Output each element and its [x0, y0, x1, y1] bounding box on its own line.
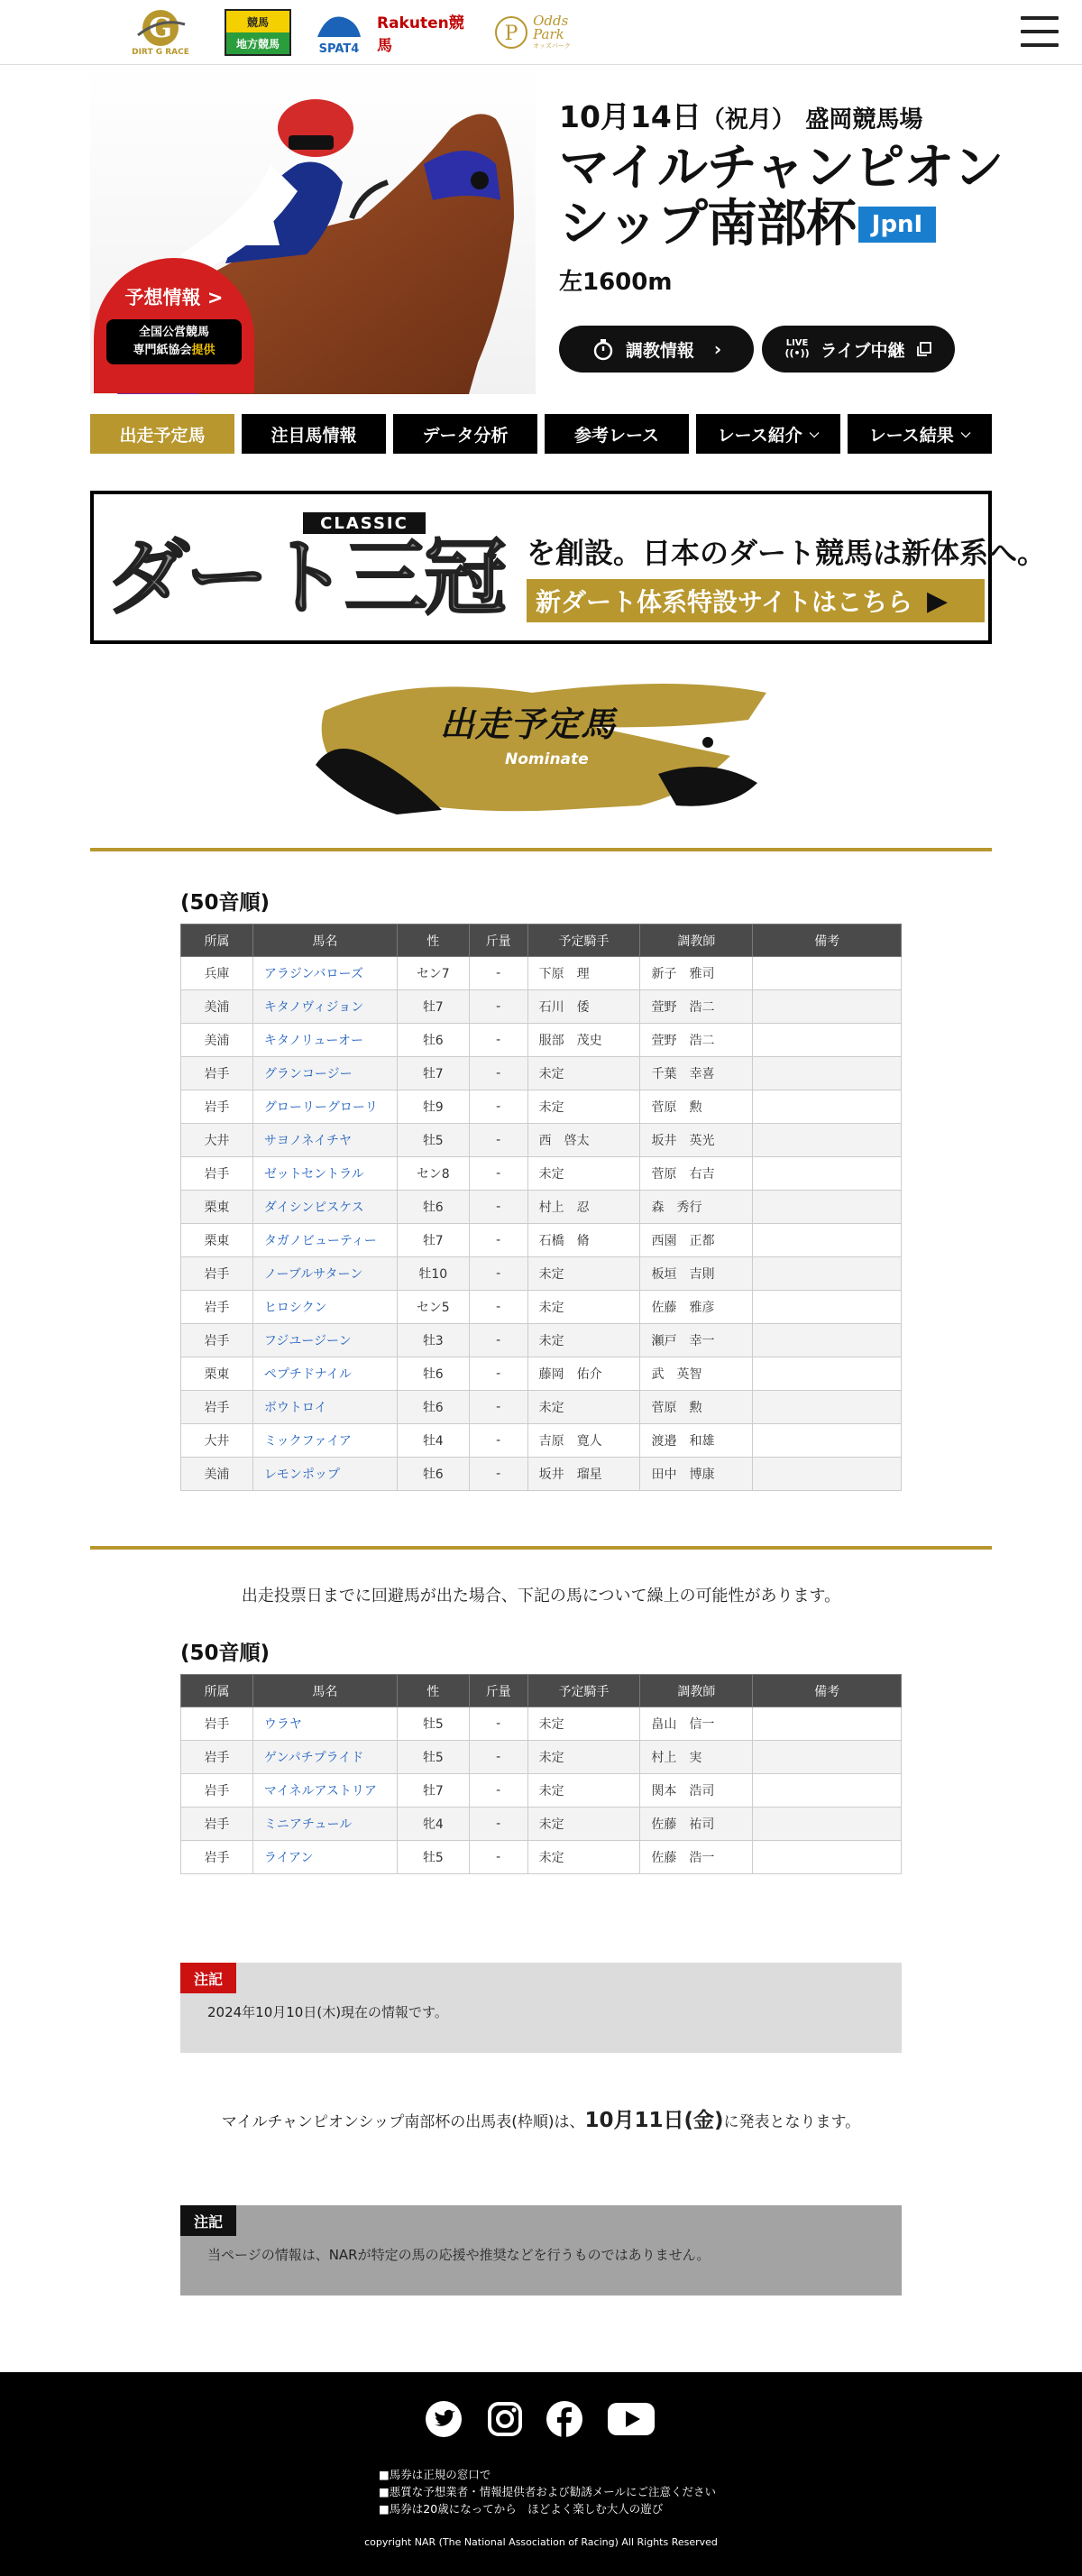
logo-caption: SPAT4 [318, 41, 360, 56]
cell-sex-age: 牡6 [397, 1191, 469, 1224]
backup-entries-table [180, 1674, 902, 1874]
cell-affiliation: 美浦 [181, 1458, 253, 1491]
spat4-logo[interactable] [312, 5, 366, 60]
cell-sex-age: 牡7 [397, 1774, 469, 1808]
cell-remarks [753, 1124, 902, 1157]
dirt-g-race-emblem-icon [129, 8, 192, 48]
twitter-icon[interactable] [426, 2401, 462, 2437]
hero-horse-image [90, 65, 536, 394]
chevron-right-icon: › [713, 338, 722, 360]
cell-weight: - [469, 1808, 527, 1841]
race-title-line2: シップ南部杯 [559, 195, 856, 253]
table-row [181, 1391, 902, 1424]
grade-badge: JpnⅠ [858, 207, 936, 243]
tab-race-results[interactable] [848, 414, 992, 454]
logo-line: Odds [533, 13, 569, 29]
cell-weight: - [469, 1224, 527, 1257]
cell-trainer: 佐藤 祐司 [640, 1808, 753, 1841]
forecast-info-sub2: 専門紙協会 [133, 344, 192, 357]
cell-weight: - [469, 1741, 527, 1774]
cell-weight: - [469, 1324, 527, 1357]
forecast-info-sub1: 全国公営競馬 [138, 326, 209, 339]
table-row [181, 1324, 902, 1357]
cell-horse-name[interactable]: ウラヤ [252, 1707, 397, 1741]
cell-weight: - [469, 1357, 527, 1391]
facebook-icon[interactable] [546, 2401, 582, 2437]
cell-affiliation: 岩手 [181, 1090, 253, 1124]
cell-horse-name[interactable]: キタノリューオー [252, 1024, 397, 1057]
cell-affiliation: 岩手 [181, 1391, 253, 1424]
table-row [181, 1357, 902, 1391]
cell-horse-name[interactable]: マイネルアストリア [252, 1774, 397, 1808]
backup-caption: (50音順) [180, 1642, 270, 1665]
table-row [181, 1224, 902, 1257]
cell-affiliation: 栗東 [181, 1224, 253, 1257]
race-venue: 盛岡競馬場 [805, 106, 923, 133]
play-arrow-icon: ▶ [927, 584, 949, 617]
cell-affiliation: 栗東 [181, 1191, 253, 1224]
col-remarks: 備考 [753, 925, 902, 957]
cell-horse-name[interactable]: タガノビューティー [252, 1224, 397, 1257]
cell-sex-age: 牡6 [397, 1357, 469, 1391]
site-footer [0, 2372, 1082, 2576]
cell-weight: - [469, 957, 527, 990]
cell-sex-age: セン5 [397, 1291, 469, 1324]
cell-horse-name[interactable]: ノーブルサターン [252, 1257, 397, 1291]
cell-trainer: 菅原 右吉 [640, 1157, 753, 1191]
table-header-row [181, 1675, 902, 1707]
cell-trainer: 田中 博康 [640, 1458, 753, 1491]
tab-featured-horses[interactable] [242, 414, 386, 454]
banner-cta-label: 新ダート体系特設サイトはこちら [536, 587, 913, 617]
table-row [181, 1124, 902, 1157]
live-tag: LIVE [785, 338, 809, 348]
footer-notes [379, 2466, 716, 2517]
table-row [181, 1841, 902, 1874]
col-weight: 斤量 [469, 1675, 527, 1707]
col-trainer: 調教師 [640, 1675, 753, 1707]
cell-weight: - [469, 1024, 527, 1057]
cell-horse-name[interactable]: グローリーグローリ [252, 1090, 397, 1124]
cell-weight: - [469, 1090, 527, 1124]
cell-remarks [753, 1741, 902, 1774]
race-title [559, 141, 1003, 253]
rakuten-keiba-logo[interactable] [377, 5, 476, 60]
col-horse-name: 馬名 [252, 1675, 397, 1707]
cell-sex-age: 牝4 [397, 1808, 469, 1841]
external-link-icon [916, 341, 932, 357]
col-affiliation: 所属 [181, 1675, 253, 1707]
cell-horse-name[interactable]: ダイシンピスケス [252, 1191, 397, 1224]
cell-jockey: 石川 倭 [527, 990, 640, 1024]
cell-sex-age: 牡5 [397, 1124, 469, 1157]
cell-jockey: 未定 [527, 1257, 640, 1291]
cell-horse-name[interactable]: グランコージー [252, 1057, 397, 1090]
cell-trainer: 瀬戸 幸一 [640, 1324, 753, 1357]
cell-sex-age: 牡5 [397, 1841, 469, 1874]
cell-jockey: 未定 [527, 1090, 640, 1124]
cell-weight: - [469, 1391, 527, 1424]
backup-note: 出走投票日までに回避馬が出た場合、下記の馬について繰上の可能性があります。 [241, 1587, 841, 1605]
cell-weight: - [469, 990, 527, 1024]
table-header-row [181, 925, 902, 957]
notice-info-date [180, 1963, 902, 2053]
cell-trainer: 菅原 勲 [640, 1090, 753, 1124]
cell-jockey: 未定 [527, 1391, 640, 1424]
forecast-info-title: 予想情報 > [124, 287, 224, 308]
cell-horse-name[interactable]: アラジンバローズ [252, 957, 397, 990]
cell-horse-name[interactable]: ヒロシクン [252, 1291, 397, 1324]
table-row [181, 1424, 902, 1458]
tab-label: 注目馬情報 [270, 425, 357, 446]
banner-main-title: ダート三冠 [106, 529, 504, 626]
cell-horse-name[interactable]: ペプチドナイル [252, 1357, 397, 1391]
logo-line: 競馬 [226, 11, 289, 32]
cell-weight: - [469, 1191, 527, 1224]
hamburger-menu-button[interactable] [1021, 16, 1059, 47]
cell-trainer: 菅原 勲 [640, 1391, 753, 1424]
cell-affiliation: 岩手 [181, 1291, 253, 1324]
col-affiliation: 所属 [181, 925, 253, 957]
footer-note: ■馬券は20歳になってから ほどよく楽しむ大人の遊び [379, 2502, 664, 2516]
publish-note-post: に発表となります。 [723, 2113, 861, 2131]
odds-park-logo[interactable] [487, 5, 577, 60]
odds-park-p-icon [493, 14, 529, 51]
forecast-info-provided: 提供 [191, 344, 215, 357]
notice-tag: 注記 [180, 1963, 236, 1993]
cell-jockey: 村上 忍 [527, 1191, 640, 1224]
cell-weight: - [469, 1057, 527, 1090]
cell-sex-age: 牡6 [397, 1391, 469, 1424]
spat4-wave-icon [314, 10, 364, 42]
table-row [181, 1257, 902, 1291]
live-stream-label: ライブ中継 [820, 340, 905, 361]
notice-disclaimer [180, 2205, 902, 2295]
cell-weight: - [469, 1458, 527, 1491]
cell-sex-age: 牡7 [397, 1224, 469, 1257]
cell-sex-age: 牡9 [397, 1090, 469, 1124]
logo-caption: DIRT G RACE [132, 48, 189, 57]
cell-sex-age: 牡7 [397, 1057, 469, 1090]
section-title: 出走予定馬 [440, 704, 617, 744]
footer-note: ■馬券は正規の窓口で [379, 2468, 491, 2481]
cell-affiliation: 美浦 [181, 1024, 253, 1057]
cell-jockey: 下原 理 [527, 957, 640, 990]
col-trainer: 調教師 [640, 925, 753, 957]
copyright: copyright NAR (The National Association of Racing) All Rights Reserved [364, 2536, 718, 2548]
table-row [181, 990, 902, 1024]
logo-line: 地方競馬 [226, 32, 289, 54]
table-row [181, 1057, 902, 1090]
logo-line: Park [533, 26, 564, 42]
banner-cta [527, 579, 985, 622]
cell-trainer: 佐藤 浩一 [640, 1841, 753, 1874]
cell-affiliation: 栗東 [181, 1357, 253, 1391]
col-remarks: 備考 [753, 1675, 902, 1707]
cell-jockey: 吉原 寛人 [527, 1424, 640, 1458]
cell-jockey: 坂井 瑠星 [527, 1458, 640, 1491]
training-info-label: 調教情報 [625, 340, 694, 361]
cell-remarks [753, 1257, 902, 1291]
col-sex-age: 性 [397, 1675, 469, 1707]
cell-remarks [753, 957, 902, 990]
cell-jockey: 未定 [527, 1324, 640, 1357]
footer-note: ■悪質な予想業者・情報提供者および勧誘メールにご注意ください [379, 2485, 717, 2498]
cell-trainer: 新子 雅司 [640, 957, 753, 990]
cell-horse-name[interactable]: レモンポップ [252, 1458, 397, 1491]
youtube-icon[interactable] [608, 2403, 655, 2435]
table-row [181, 1741, 902, 1774]
table-row [181, 1458, 902, 1491]
cell-trainer: 関本 浩司 [640, 1774, 753, 1808]
cell-weight: - [469, 1841, 527, 1874]
cell-trainer: 武 英智 [640, 1357, 753, 1391]
publish-note-date: 10月11日(金) [584, 2109, 724, 2132]
cell-jockey: 西 啓太 [527, 1124, 640, 1157]
entries-table [180, 924, 902, 1491]
cell-affiliation: 岩手 [181, 1808, 253, 1841]
section-divider [90, 848, 992, 851]
cell-trainer: 萱野 浩二 [640, 990, 753, 1024]
cell-trainer: 佐藤 雅彦 [640, 1291, 753, 1324]
cell-sex-age: 牡3 [397, 1324, 469, 1357]
cell-horse-name[interactable]: ミックファイア [252, 1424, 397, 1458]
site-header [0, 0, 1082, 65]
cell-sex-age: 牡4 [397, 1424, 469, 1458]
cell-jockey: 未定 [527, 1774, 640, 1808]
cell-remarks [753, 1774, 902, 1808]
cell-horse-name[interactable]: ミニアチュール [252, 1808, 397, 1841]
race-day: （祝月） [701, 106, 795, 133]
tab-data-analysis[interactable] [393, 414, 537, 454]
cell-jockey: 未定 [527, 1741, 640, 1774]
cell-sex-age: セン7 [397, 957, 469, 990]
cell-horse-name[interactable]: フジユージーン [252, 1324, 397, 1357]
cell-remarks [753, 990, 902, 1024]
cell-remarks [753, 1357, 902, 1391]
section-subtitle: Nominate [505, 750, 589, 768]
chevron-down-icon: ⌵ [809, 427, 820, 441]
cell-sex-age: 牡5 [397, 1707, 469, 1741]
cell-trainer: 森 秀行 [640, 1191, 753, 1224]
race-date-value: 10月14日 [559, 99, 701, 134]
cell-remarks [753, 1057, 902, 1090]
cell-horse-name[interactable]: ライアン [252, 1841, 397, 1874]
chevron-down-icon: ⌵ [960, 427, 971, 441]
cell-trainer: 西園 正都 [640, 1224, 753, 1257]
cell-affiliation: 岩手 [181, 1157, 253, 1191]
cell-affiliation: 岩手 [181, 1707, 253, 1741]
tab-race-intro[interactable] [696, 414, 840, 454]
col-sex-age: 性 [397, 925, 469, 957]
cell-affiliation: 岩手 [181, 1257, 253, 1291]
cell-sex-age: 牡7 [397, 990, 469, 1024]
publish-note [0, 2103, 1082, 2133]
cell-affiliation: 岩手 [181, 1774, 253, 1808]
training-info-button[interactable] [559, 326, 754, 373]
publish-note-pre: マイルチャンピオンシップ南部杯の出馬表(枠順)は、 [221, 2113, 585, 2131]
cell-affiliation: 岩手 [181, 1324, 253, 1357]
cell-remarks [753, 1324, 902, 1357]
logo-sub: オッズパーク [533, 42, 571, 50]
table-row [181, 1774, 902, 1808]
cell-trainer: 千葉 幸喜 [640, 1057, 753, 1090]
cell-affiliation: 美浦 [181, 990, 253, 1024]
table-row [181, 1808, 902, 1841]
cell-weight: - [469, 1157, 527, 1191]
svg-text:P: P [504, 23, 518, 45]
race-distance: 左1600m [559, 269, 673, 296]
cell-remarks [753, 1090, 902, 1124]
cell-jockey: 藤岡 佑介 [527, 1357, 640, 1391]
tab-label: データ分析 [422, 425, 509, 446]
cell-jockey: 服部 茂史 [527, 1024, 640, 1057]
cell-remarks [753, 1291, 902, 1324]
cell-remarks [753, 1841, 902, 1874]
cell-weight: - [469, 1774, 527, 1808]
entries-caption: (50音順) [180, 891, 270, 915]
tab-label: 参考レース [573, 425, 660, 446]
live-stream-button[interactable] [762, 326, 955, 373]
table-row [181, 1191, 902, 1224]
cell-weight: - [469, 1257, 527, 1291]
cell-remarks [753, 1157, 902, 1191]
instagram-icon[interactable] [487, 2401, 523, 2437]
cell-weight: - [469, 1424, 527, 1458]
notice-tag: 注記 [180, 2205, 236, 2236]
dirt-triple-crown-banner[interactable] [90, 491, 1047, 644]
col-horse-name: 馬名 [252, 925, 397, 957]
table-row [181, 1707, 902, 1741]
cell-remarks [753, 1191, 902, 1224]
cell-horse-name[interactable]: ゼットセントラル [252, 1157, 397, 1191]
stopwatch-icon [591, 337, 615, 361]
dirt-g-race-logo[interactable] [119, 5, 202, 60]
cell-horse-name[interactable]: ボウトロイ [252, 1391, 397, 1424]
cell-trainer: 板垣 吉則 [640, 1257, 753, 1291]
tab-reference-races[interactable] [545, 414, 689, 454]
banner-tagline: を創設。日本のダート競馬は新体系へ。 [527, 536, 1047, 570]
cell-sex-age: 牡6 [397, 1024, 469, 1057]
cell-remarks [753, 1024, 902, 1057]
cell-remarks [753, 1424, 902, 1458]
cell-trainer: 萱野 浩二 [640, 1024, 753, 1057]
cell-jockey: 未定 [527, 1057, 640, 1090]
cell-trainer: 渡邉 和雄 [640, 1424, 753, 1458]
live-broadcast-icon: LIVE ((•)) [784, 338, 810, 359]
tab-label: レース紹介 [717, 425, 802, 446]
section-heading [298, 657, 784, 819]
table-row [181, 1090, 902, 1124]
cell-affiliation: 兵庫 [181, 957, 253, 990]
tab-label: 出走予定馬 [119, 425, 206, 446]
cell-jockey: 石橋 脩 [527, 1224, 640, 1257]
notice-text: 2024年10月10日(木)現在の情報です。 [207, 2004, 448, 2020]
cell-sex-age: 牡5 [397, 1741, 469, 1774]
cell-jockey: 未定 [527, 1291, 640, 1324]
race-title-line1: マイルチャンピオン [559, 139, 1004, 198]
table-row [181, 1024, 902, 1057]
cell-sex-age: 牡10 [397, 1257, 469, 1291]
cell-remarks [753, 1707, 902, 1741]
tab-label: レース結果 [868, 425, 954, 446]
cell-jockey: 未定 [527, 1841, 640, 1874]
cell-horse-name[interactable]: キタノヴィジョン [252, 990, 397, 1024]
cell-trainer: 坂井 英光 [640, 1124, 753, 1157]
table-row [181, 1157, 902, 1191]
table-row [181, 957, 902, 990]
cell-trainer: 村上 実 [640, 1741, 753, 1774]
cell-jockey: 未定 [527, 1707, 640, 1741]
cell-jockey: 未定 [527, 1157, 640, 1191]
keiba-chiho-logo[interactable] [224, 5, 292, 60]
section-divider [90, 1546, 992, 1550]
cell-horse-name[interactable]: ゲンパチプライド [252, 1741, 397, 1774]
cell-remarks [753, 1224, 902, 1257]
svg-text:G: G [149, 13, 172, 44]
cell-jockey: 未定 [527, 1808, 640, 1841]
cell-weight: - [469, 1124, 527, 1157]
cell-affiliation: 大井 [181, 1124, 253, 1157]
tab-entries[interactable] [90, 414, 234, 454]
classic-label: CLASSIC [303, 512, 426, 534]
cell-weight: - [469, 1291, 527, 1324]
cell-trainer: 畠山 信一 [640, 1707, 753, 1741]
logo-caption: Rakuten競馬 [377, 14, 464, 55]
cell-remarks [753, 1458, 902, 1491]
col-jockey: 予定騎手 [527, 1675, 640, 1707]
cell-sex-age: 牡6 [397, 1458, 469, 1491]
notice-text: 当ページの情報は、NARが特定の馬の応援や推奨などを行うものではありません。 [207, 2247, 711, 2263]
cell-affiliation: 岩手 [181, 1741, 253, 1774]
table-row [181, 1291, 902, 1324]
race-date [559, 94, 922, 136]
col-jockey: 予定騎手 [527, 925, 640, 957]
col-weight: 斤量 [469, 925, 527, 957]
cell-sex-age: セン8 [397, 1157, 469, 1191]
cell-horse-name[interactable]: サヨノネイチヤ [252, 1124, 397, 1157]
cell-remarks [753, 1391, 902, 1424]
cell-remarks [753, 1808, 902, 1841]
cell-affiliation: 大井 [181, 1424, 253, 1458]
cell-affiliation: 岩手 [181, 1841, 253, 1874]
cell-weight: - [469, 1707, 527, 1741]
cell-affiliation: 岩手 [181, 1057, 253, 1090]
